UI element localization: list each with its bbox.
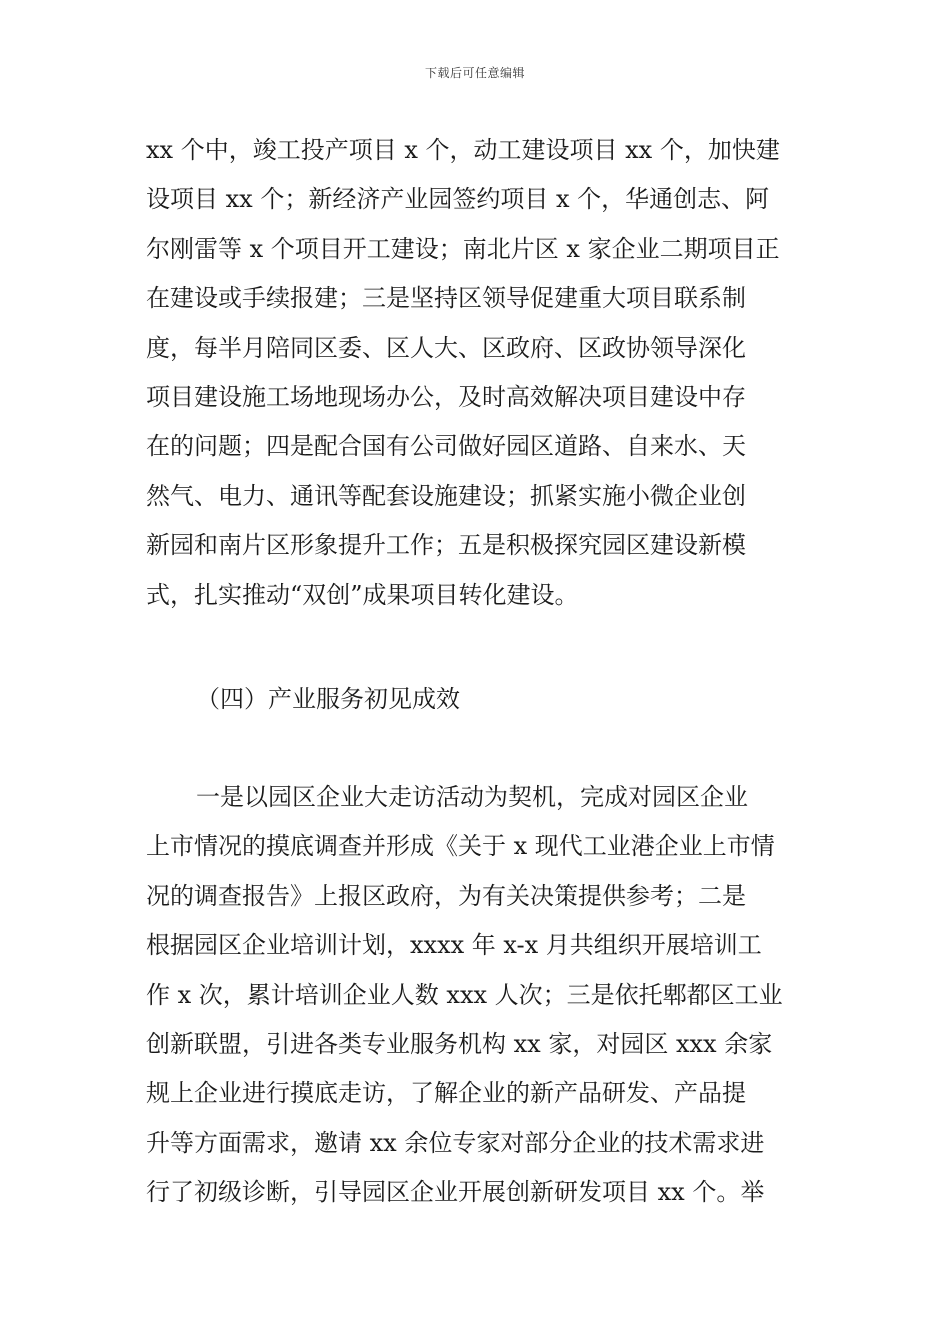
text-line: 一是以园区企业大走访活动为契机，完成对园区企业 — [196, 783, 748, 811]
text-line: 规上企业进行摸底走访，了解企业的新产品研发、产品提 — [146, 1079, 746, 1108]
paragraph-project-construction — [146, 126, 806, 620]
text-line: 作 x 次，累计培训企业人数 xxx 人次；三是依托郫都区工业 — [146, 980, 783, 1009]
text-line: 尔刚雷等 x 个项目开工建设；南北片区 x 家企业二期项目正 — [146, 234, 780, 263]
text-line: 升等方面需求，邀请 xx 余位专家对部分企业的技术需求进 — [146, 1128, 765, 1157]
text-line: 新园和南片区形象提升工作；五是积极探究园区建设新模 — [146, 531, 746, 560]
text-line: xx 个中，竣工投产项目 x 个，动工建设项目 xx 个，加快建 — [146, 136, 780, 164]
text-line: 行了初级诊断，引导园区企业开展创新研发项目 xx 个。举 — [146, 1178, 765, 1207]
text-line: 设项目 xx 个；新经济产业园签约项目 x 个，华通创志、阿 — [146, 185, 770, 214]
text-line: 式，扎实推动“双创”成果项目转化建设。 — [146, 580, 579, 609]
text-line: 上市情况的摸底调查并形成《关于 x 现代工业港企业上市情 — [146, 832, 775, 861]
text-line: 项目建设施工场地现场办公，及时高效解决项目建设中存 — [146, 382, 746, 411]
text-line: 创新联盟，引进各类专业服务机构 xx 家，对园区 xxx 余家 — [146, 1029, 773, 1058]
text-line: 况的调查报告》上报区政府，为有关决策提供参考；二是 — [146, 881, 746, 910]
paragraph-industry-services — [146, 773, 806, 1218]
page-header: 下载后可任意编辑 — [424, 66, 525, 80]
text-line: 在的问题；四是配合国有公司做好园区道路、自来水、天 — [146, 432, 746, 461]
text-line: 然气、电力、通讯等配套设施建设；抓紧实施小微企业创 — [146, 481, 746, 510]
text-line: 在建设或手续报建；三是坚持区领导促建重大项目联系制 — [146, 284, 746, 313]
section-heading: （四）产业服务初见成效 — [196, 685, 460, 713]
text-line: 根据园区企业培训计划，xxxx 年 x-x 月共组织开展培训工 — [146, 931, 762, 960]
text-line: 度，每半月陪同区委、区人大、区政府、区政协领导深化 — [146, 333, 746, 362]
